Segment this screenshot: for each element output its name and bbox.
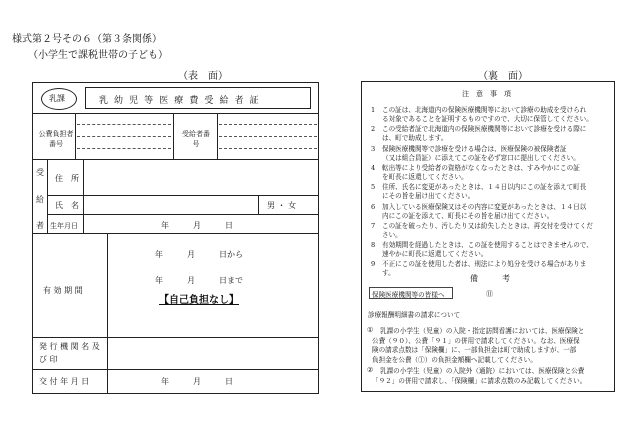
note-line: は、町で助成します。 bbox=[382, 134, 448, 143]
note-number: 4 bbox=[371, 163, 376, 172]
billing-line: 「９２」の併用で請求し、「保険欄」に請求点数のみ記載してください。 bbox=[372, 376, 587, 385]
certificate-title: 乳 幼 児 等 医 療 費 受 給 者 証 bbox=[99, 96, 261, 106]
note-line: 不正にこの証を使用した者は、刑法により処分を受ける場合がありま bbox=[382, 260, 587, 269]
issuer-label: 発 行 機 関 名 及 び 印 bbox=[39, 342, 100, 364]
payer-number-label: 公費負担者番号 bbox=[38, 130, 74, 148]
note-line: る対象であることを証明するものですので、大切に保管してください。 bbox=[382, 115, 593, 123]
note-line: 住所、氏名に変更があったときは、１４日以内にこの証を添えて町長 bbox=[382, 183, 587, 192]
note-line: 有効期間を経過したときは、この証を使用することはできませんので、 bbox=[382, 241, 593, 250]
note-number: 9 bbox=[371, 260, 376, 269]
note-line: にその旨を届け出てください。 bbox=[382, 192, 475, 201]
billing-title: 診療報酬明細書の請求について bbox=[368, 311, 461, 319]
note-line: この証は、北海道内の保険医療機関等において診療の助成を受けられ bbox=[382, 106, 587, 114]
recipient-label-2: 給 bbox=[36, 195, 44, 204]
note-number: 1 bbox=[371, 106, 376, 114]
validity-label: 有 効 期 間 bbox=[43, 286, 83, 295]
front-card bbox=[32, 82, 319, 394]
address-label: 住 所 bbox=[55, 174, 79, 183]
form-subtitle: （小学生で課税世帯の子ども） bbox=[28, 50, 168, 61]
gender-field: 男 ・ 女 bbox=[267, 201, 297, 210]
self-pay-note: 【自己負担なし】 bbox=[159, 295, 239, 306]
note-number: 7 bbox=[371, 221, 376, 230]
recipient-label-1: 受 bbox=[36, 168, 44, 177]
remarks-box-text: 保険医療機関等の皆様へ bbox=[372, 291, 445, 299]
item1-number: ① bbox=[367, 326, 374, 334]
note-number: 8 bbox=[371, 241, 376, 250]
back-side-label: （裏 面） bbox=[478, 71, 528, 82]
note-line: す。 bbox=[382, 269, 395, 278]
note-line: 加入している医療保険又はその内容に変更があったときは、１４日以 bbox=[382, 202, 587, 211]
remarks-mark: ⑪ bbox=[486, 290, 493, 298]
stamp-label: 乳課 bbox=[49, 94, 65, 103]
note-line: この証を破ったり、汚したり又は紛失したときは、再交付を受けてくだ bbox=[382, 221, 593, 230]
billing-line: 険の請求点数は「保険欄」に、一部負担金は町で助成しますが、一部 bbox=[372, 346, 577, 354]
billing-line: 乳課の小学生（児童）の入院・指定訪問看護においては、医療保険と bbox=[380, 327, 585, 335]
note-line: 保険医療機関等で診療を受ける場合は、医療保険の被保険者証 bbox=[382, 144, 567, 153]
note-line: 速やかに町長に返還してください。 bbox=[382, 250, 488, 259]
note-number: 3 bbox=[371, 144, 376, 153]
notes-title: 注 意 事 項 bbox=[462, 90, 511, 98]
note-line: （又は組合員証）に添えてこの証を必ず窓口に提出してください。 bbox=[382, 153, 580, 162]
issue-date-label: 交 付 年 月 日 bbox=[39, 377, 90, 386]
billing-line: 乳課の小学生（児童）の入院外（通院）においては、医療保険と公費 bbox=[380, 367, 585, 375]
note-line: さい。 bbox=[382, 230, 402, 239]
name-label: 氏 名 bbox=[55, 201, 79, 210]
note-number: 2 bbox=[371, 125, 376, 134]
note-line: この受給者証で北海道内の保険医療機関等において診療を受ける際に bbox=[382, 125, 587, 134]
recipient-label-3: 者 bbox=[36, 221, 44, 230]
billing-line: 負担金を公費（①）の負担金額欄へ記載してください。 bbox=[372, 355, 537, 364]
validity-from: 年 月 日から bbox=[155, 250, 243, 259]
note-line: 転出等により受給者の資格がなくなったときは、すみやかにこの証 bbox=[382, 163, 580, 172]
remarks-title: 備 考 bbox=[470, 274, 510, 283]
note-number: 6 bbox=[371, 202, 376, 211]
recipient-number-label: 受給者番号 bbox=[182, 130, 210, 148]
front-side-label: （表 面） bbox=[178, 71, 228, 82]
birthdate-placeholder: 年 月 日 bbox=[161, 221, 233, 230]
form-number: 様式第２号その６（第３条関係） bbox=[12, 34, 162, 45]
issue-date-placeholder: 年 月 日 bbox=[161, 377, 233, 386]
billing-line: 公費（９０）、公費「９１」の併用で請求してください。なお、医療保 bbox=[372, 336, 580, 345]
note-number: 5 bbox=[371, 183, 376, 192]
note-line: 内にこの証を添えて、町長にその旨を届け出てください。 bbox=[382, 211, 554, 220]
birthdate-label: 生年月日 bbox=[50, 222, 78, 230]
validity-to: 年 月 日まで bbox=[155, 276, 243, 285]
note-line: を町長に返還してください。 bbox=[382, 172, 468, 181]
item2-number: ② bbox=[367, 366, 374, 374]
